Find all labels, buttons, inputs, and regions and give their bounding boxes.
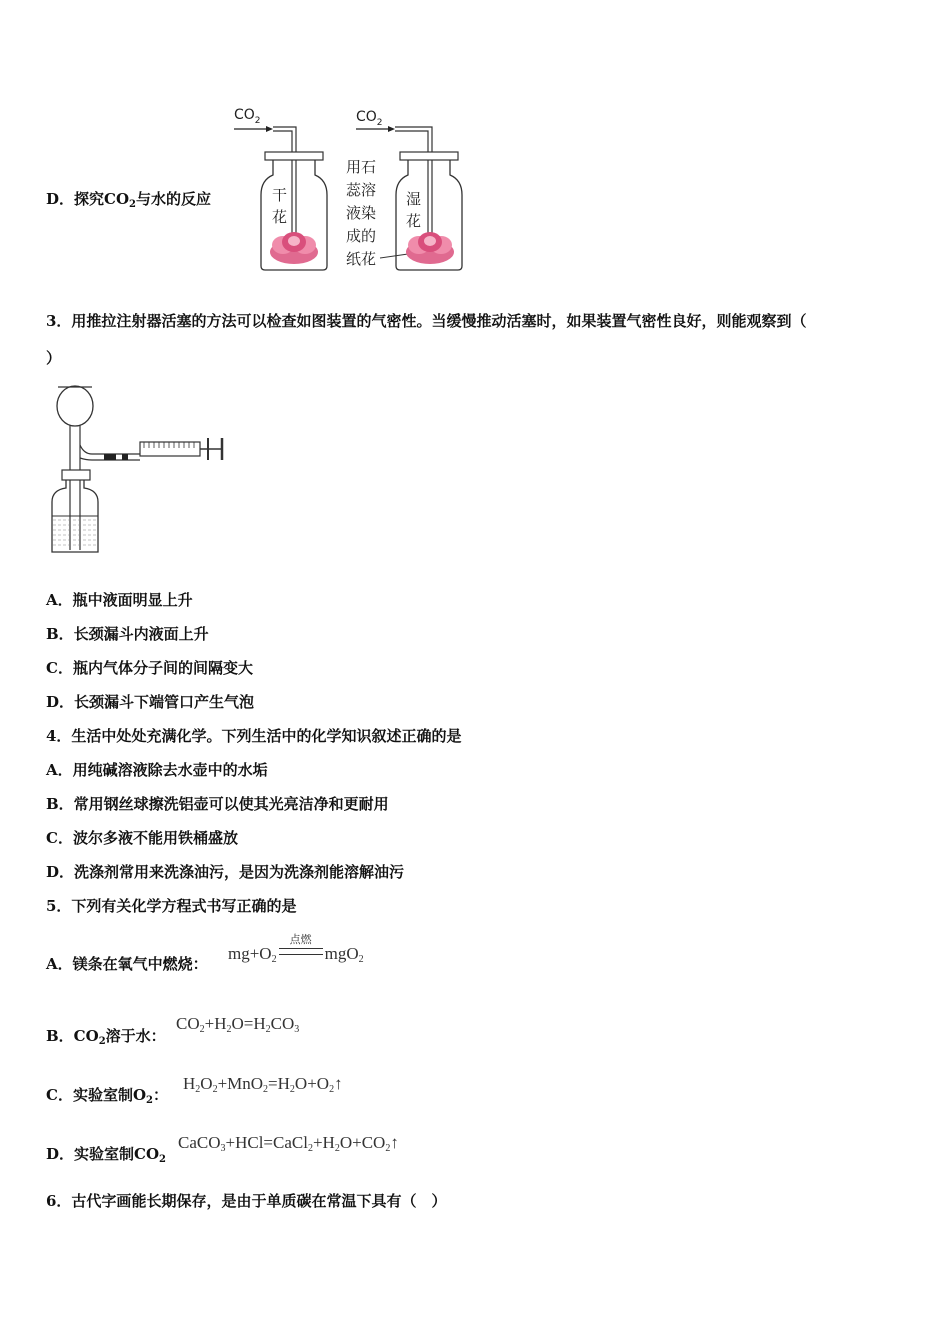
right-bottle-stopper — [400, 152, 458, 160]
dry-flower-label-2: 花 — [272, 208, 288, 226]
q2-option-d-label: D．探究CO — [46, 190, 130, 208]
wet-flower-icon — [406, 232, 454, 264]
co2-flower-figure — [228, 100, 478, 275]
bottle-stopper — [62, 470, 90, 480]
funnel-stem — [70, 425, 80, 550]
dry-flower-icon — [270, 232, 318, 264]
q4-option-d: D．洗涤剂常用来洗涤油污，是因为洗涤剂能溶解油污 — [46, 863, 405, 881]
q3-stem-line2: ） — [46, 349, 62, 367]
q5-option-c-label: C．实验室制$O_2$： — [46, 1086, 168, 1106]
q4-option-c: C．波尔多液不能用铁桶盛放 — [46, 829, 238, 847]
wet-flower-label-2: 花 — [406, 212, 422, 230]
dry-flower-label-1: 干 — [272, 186, 288, 204]
funnel-bulb — [57, 386, 93, 426]
q6-stem: 6．古代字画能长期保存，是由于单质碳在常温下具有（ ） — [46, 1192, 447, 1210]
q5-option-b-equation: $CO_2+H_2O=H_2CO_3$ — [176, 1014, 300, 1035]
q3-option-a: A．瓶中液面明显上升 — [46, 591, 193, 609]
q2-option-d — [46, 189, 211, 215]
q4-stem: 4．生活中处处充满化学。下列生活中的化学知识叙述正确的是 — [46, 727, 462, 745]
airtightness-apparatus-figure — [44, 380, 234, 560]
q3-option-c: C．瓶内气体分子间的间隔变大 — [46, 659, 253, 677]
reaction-condition: 点燃 — [289, 934, 312, 946]
q3-option-d: D．长颈漏斗下端管口产生气泡 — [46, 693, 255, 711]
wet-flower-label-1: 湿 — [406, 190, 422, 208]
q5-option-a-equation: $mg+O_2$ 点燃 mgO$_2$ — [228, 944, 364, 965]
co2-right-label: $CO_2$ — [356, 109, 383, 128]
q5-option-a-label: A．镁条在氧气中燃烧： — [46, 955, 208, 973]
q5-option-b-label: B．$CO_2$溶于水： — [46, 1027, 166, 1047]
q2-option-d-sub: 2 — [129, 199, 136, 210]
caption-line-4: 成的 — [346, 227, 377, 245]
q5-option-d-label: D．实验室制$CO_2$ — [46, 1145, 166, 1165]
co2-left-label: $CO_2$ — [234, 107, 261, 126]
q3-stem-line1: 3．用推拉注射器活塞的方法可以检查如图装置的气密性。当缓慢推动活塞时，如果装置气密性良好，则能观察到（ — [46, 312, 807, 330]
q4-option-b: B．常用钢丝球擦洗铝壶可以使其光亮洁净和更耐用 — [46, 795, 389, 813]
caption-pointer — [380, 254, 408, 258]
q3-option-b: B．长颈漏斗内液面上升 — [46, 625, 209, 643]
caption-line-5: 纸花 — [346, 250, 377, 268]
q5-option-c-equation: $H_2O_2+MnO_2=H_2O+O_2↑$ — [183, 1074, 343, 1095]
q5-option-d-equation: $CaCO_3+HCl=CaCl_2+H_2O+CO_2↑$ — [178, 1133, 399, 1154]
q2-option-d-tail: 与水的反应 — [135, 190, 211, 208]
caption-line-3: 液染 — [346, 204, 377, 222]
q4-option-a: A．用纯碱溶液除去水壶中的水垢 — [46, 761, 268, 779]
caption-line-2: 蕊溶 — [346, 181, 377, 199]
q5-stem: 5．下列有关化学方程式书写正确的是 — [46, 897, 297, 915]
caption-line-1: 用石 — [346, 158, 377, 176]
left-bottle-stopper — [265, 152, 323, 160]
